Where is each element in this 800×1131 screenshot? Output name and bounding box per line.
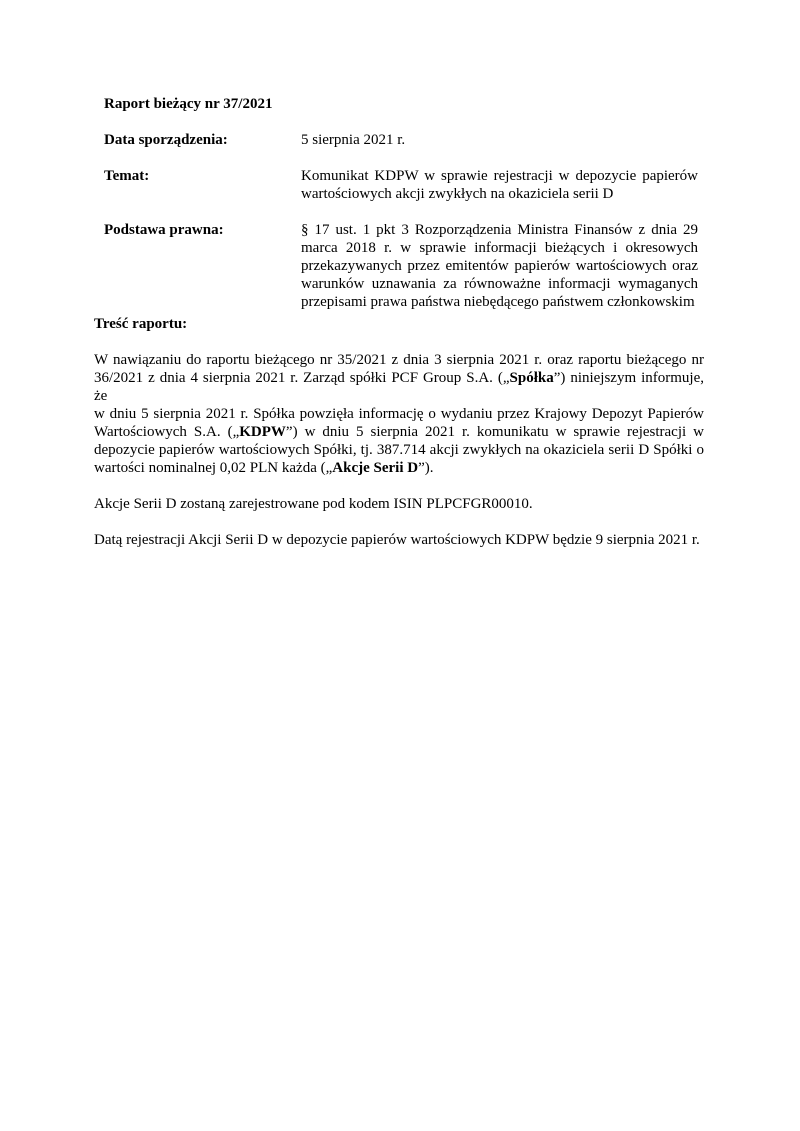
report-title: Raport bieżący nr 37/2021 (104, 96, 273, 112)
text-fragment: 36/2021 z dnia 4 sierpnia 2021 r. Zarząd spółki PCF Group S.A. („ (94, 370, 510, 386)
paragraph-registration-date: Datą rejestracji Akcji Serii D w depozycie papierów wartościowych KDPW będzie 9 sierpnia 2021 r. (94, 532, 700, 548)
defined-term-company: Spółka (509, 370, 554, 386)
legal-basis-row (104, 221, 698, 311)
content-heading: Treść raportu: (94, 316, 188, 332)
legal-basis-value (301, 221, 698, 311)
subject-value (301, 167, 698, 203)
legal-basis-line: marca 2018 r. w sprawie informacji bieżących i okresowych (301, 240, 698, 256)
text-fragment: Wartościowych S.A. („ (94, 424, 240, 440)
text-fragment: ”) niniejszym informuje, że (94, 370, 704, 404)
subject-row (104, 167, 698, 203)
paragraph-line (94, 369, 704, 405)
paragraph-line (94, 423, 704, 441)
date-row (104, 131, 698, 149)
paragraph-announcement (94, 351, 704, 477)
paragraph-line: w dniu 5 sierpnia 2021 r. Spółka powzięła informację o wydaniu przez Krajowy Depozyt Papierów (94, 406, 704, 422)
subject-line: wartościowych akcji zwykłych na okaziciela serii D (301, 186, 614, 202)
paragraph-isin: Akcje Serii D zostaną zarejestrowane pod kodem ISIN PLPCFGR00010. (94, 496, 533, 512)
legal-basis-line: przepisami prawa państwa niebędącego państwem członkowskim (301, 294, 695, 310)
paragraph-line (94, 459, 704, 477)
legal-basis-line: warunków uznawania za równoważne informacji wymaganych (301, 276, 698, 292)
defined-term-kdpw: KDPW (239, 424, 286, 440)
defined-term-series-d: Akcje Serii D (332, 460, 419, 476)
paragraph-line: W nawiązaniu do raportu bieżącego nr 35/2021 z dnia 3 sierpnia 2021 r. oraz raportu bieżącego nr (94, 352, 704, 368)
text-fragment: ”) w dniu 5 sierpnia 2021 r. komunikatu w sprawie rejestracji w (285, 424, 704, 440)
text-fragment: ”). (418, 460, 434, 476)
legal-basis-line: przekazywanych przez emitentów papierów wartościowych oraz (301, 258, 698, 274)
report-content (94, 315, 704, 549)
date-value-text: 5 sierpnia 2021 r. (301, 132, 406, 148)
date-label: Data sporządzenia: (104, 132, 228, 148)
legal-basis-label: Podstawa prawna: (104, 222, 224, 238)
subject-label: Temat: (104, 168, 150, 184)
subject-line: Komunikat KDPW w sprawie rejestracji w depozycie papierów (301, 168, 698, 184)
text-fragment: wartości nominalnej 0,02 PLN każda („ (94, 460, 333, 476)
legal-basis-line: § 17 ust. 1 pkt 3 Rozporządzenia Ministra Finansów z dnia 29 (301, 222, 698, 238)
paragraph-line: depozycie papierów wartościowych Spółki, tj. 387.714 akcji zwykłych na okaziciela serii D Spółki o (94, 442, 704, 458)
date-value (301, 131, 698, 149)
report-header (104, 95, 698, 311)
